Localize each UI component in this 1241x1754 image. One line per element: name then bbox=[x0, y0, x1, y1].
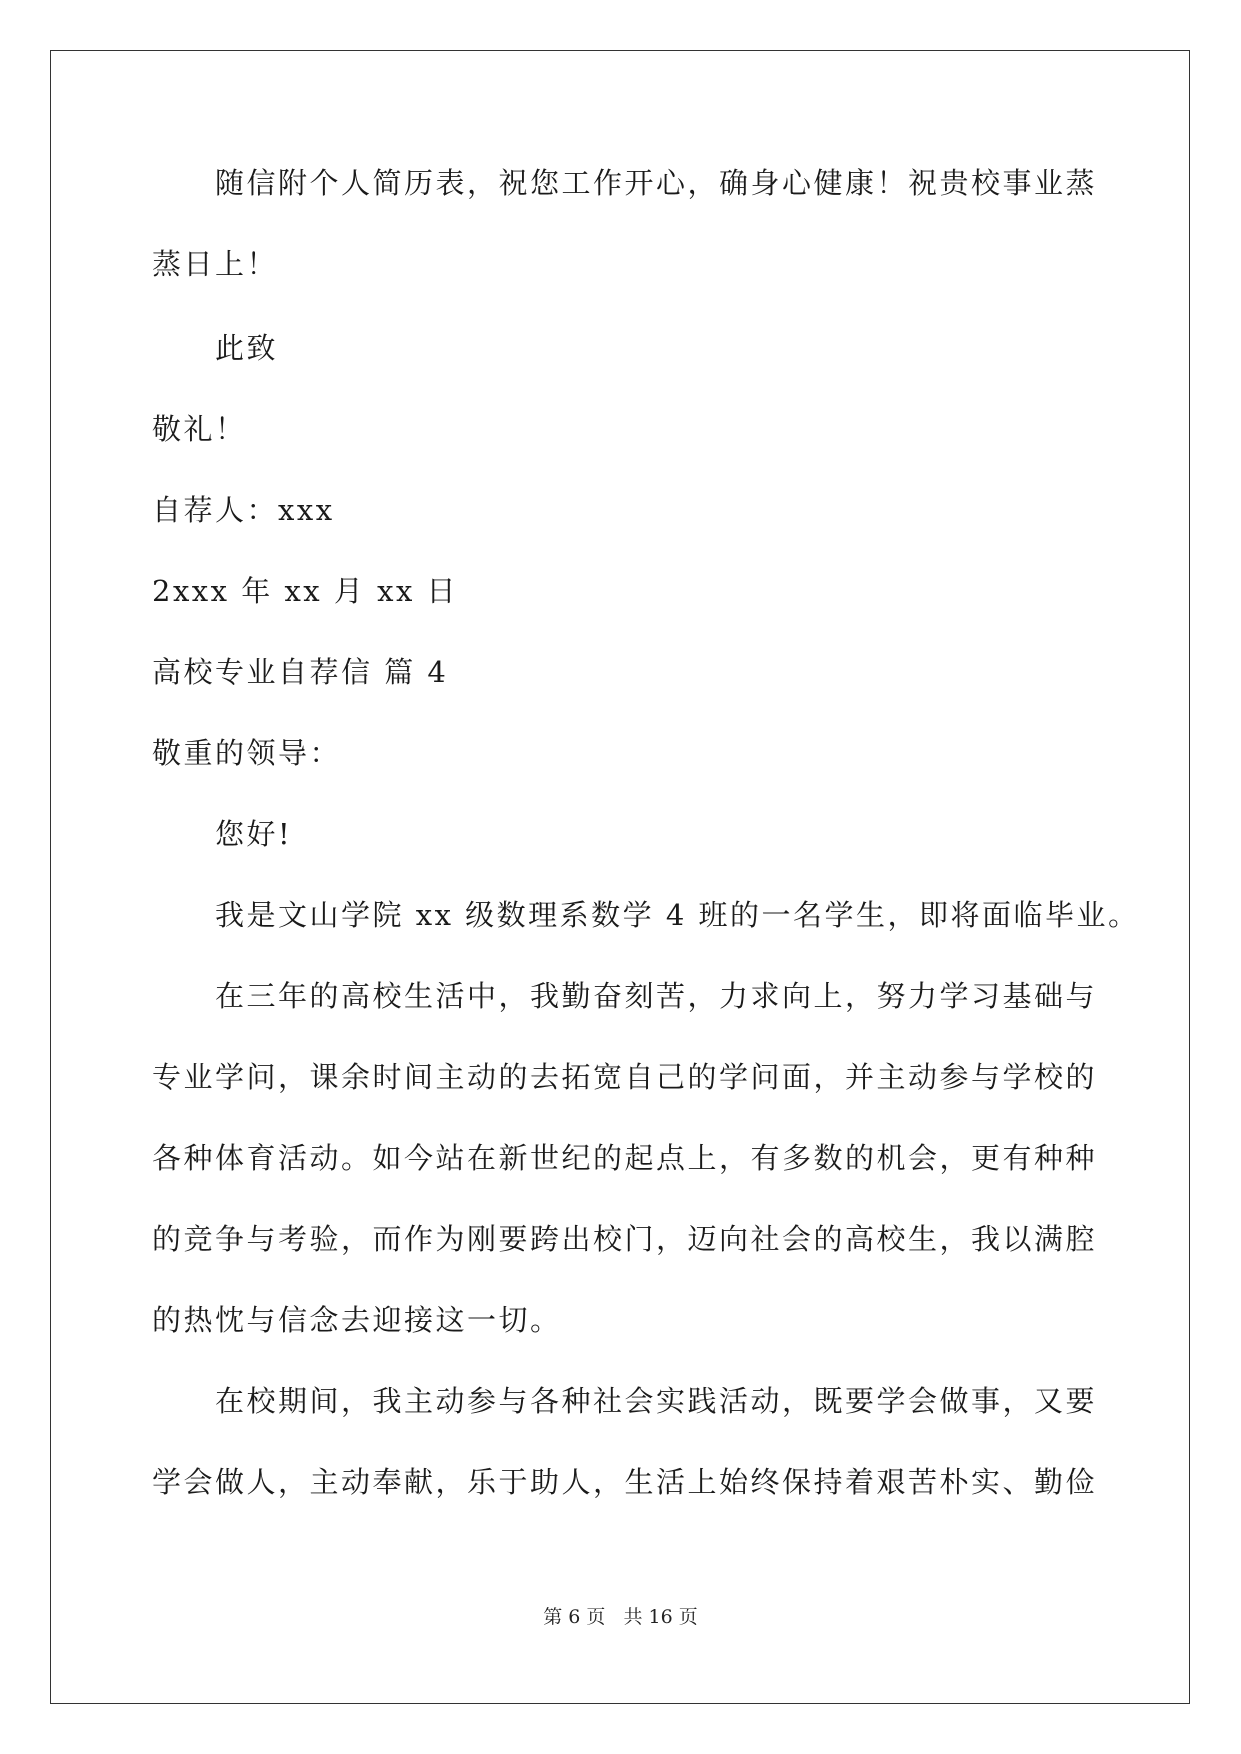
section-heading: 高校专业自荐信 篇 4 bbox=[152, 655, 449, 689]
greeting-hello: 您好! bbox=[215, 817, 293, 851]
paragraph-line: 的热忱与信念去迎接这一切。 bbox=[152, 1303, 562, 1337]
paragraph-line: 我是文山学院 xx 级数理系数学 4 班的一名学生，即将面临毕业。 bbox=[215, 898, 1140, 932]
page-total: 共 16 页 bbox=[623, 1606, 698, 1628]
date-line: 2xxx 年 xx 月 xx 日 bbox=[152, 574, 459, 608]
paragraph-line: 学会做人，主动奉献，乐于助人，生活上始终保持着艰苦朴实、勤俭 bbox=[152, 1465, 1098, 1499]
page-number: 第 6 页 bbox=[543, 1606, 606, 1628]
paragraph-line: 的竞争与考验，而作为刚要跨出校门，迈向社会的高校生，我以满腔 bbox=[152, 1222, 1098, 1256]
paragraph-line: 在校期间，我主动参与各种社会实践活动，既要学会做事，又要 bbox=[215, 1384, 1098, 1418]
closing-regards: 敬礼！ bbox=[152, 412, 247, 446]
paragraph-line: 专业学问，课余时间主动的去拓宽自己的学问面，并主动参与学校的 bbox=[152, 1060, 1098, 1094]
closing-salutation: 此致 bbox=[215, 331, 279, 365]
page-footer bbox=[0, 1602, 1241, 1629]
signature-line: 自荐人：xxx bbox=[152, 493, 335, 527]
page-border bbox=[50, 50, 1190, 1704]
greeting: 敬重的领导： bbox=[152, 736, 342, 770]
paragraph-line: 随信附个人简历表，祝您工作开心，确身心健康！祝贵校事业蒸 bbox=[215, 166, 1098, 200]
paragraph-line: 在三年的高校生活中，我勤奋刻苦，力求向上，努力学习基础与 bbox=[215, 979, 1098, 1013]
paragraph-line: 蒸日上！ bbox=[152, 247, 279, 281]
paragraph-line: 各种体育活动。如今站在新世纪的起点上，有多数的机会，更有种种 bbox=[152, 1141, 1098, 1175]
